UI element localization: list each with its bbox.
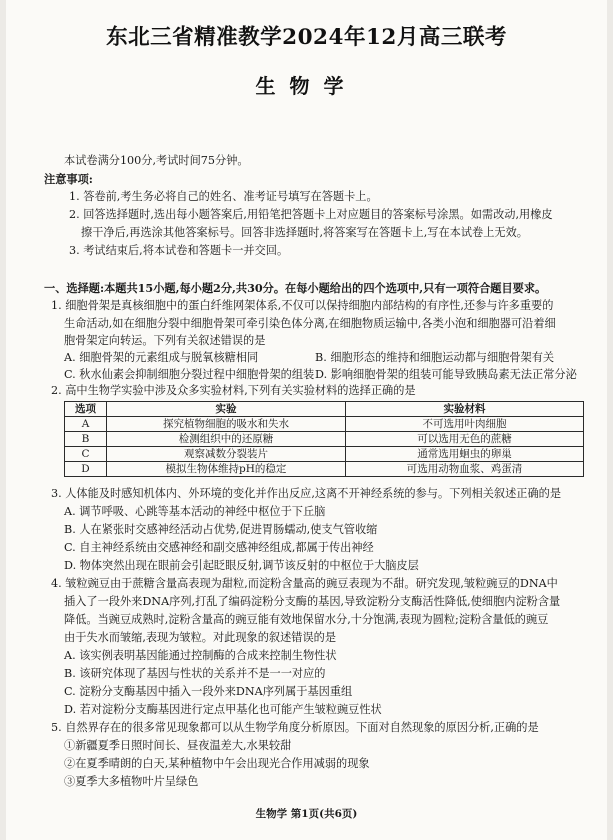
q3-stem: 3. 人体能及时感知机体内、外环境的变化并作出反应,这离不开神经系统的参与。下列相关叙述正确的是 <box>51 487 562 500</box>
exam-intro: 本试卷满分100分,考试时间75分钟。 <box>64 154 249 167</box>
table-cell: 观察减数分裂装片 <box>107 447 346 462</box>
table-cell: 可选用动物血浆、鸡蛋清 <box>346 462 584 477</box>
q5-item: ①新疆夏季日照时间长、昼夜温差大,水果较甜 <box>64 739 292 752</box>
q2-table <box>64 401 584 477</box>
table-cell: C <box>65 447 107 462</box>
q1-option-b: B. 细胞形态的维持和细胞运动都与细胞骨架有关 <box>315 351 555 364</box>
q1-stem-line: 生命活动,如在细胞分裂中细胞骨架可牵引染色体分离,在细胞物质运输中,各类小泡和细胞器可沿着细 <box>64 317 556 330</box>
q1-stem-line: 1. 细胞骨架是真核细胞中的蛋白纤维网架体系,不仅可以保持细胞内部结构的有序性,还参与许多重要的 <box>51 299 554 312</box>
table-header: 实验材料 <box>346 402 584 417</box>
q3-option: D. 物体突然出现在眼前会引起眨眼反射,调节该反射的中枢位于大脑皮层 <box>64 559 419 572</box>
table-cell: 通常选用蛔虫的卵巢 <box>346 447 584 462</box>
table-row <box>65 462 584 477</box>
q4-stem-line: 降低。当豌豆成熟时,淀粉含量高的豌豆能有效地保留水分,十分饱满,表现为圆粒;淀粉含量低的豌豆 <box>64 613 549 626</box>
notice-item: 2. 回答选择题时,选出每小题答案后,用铅笔把答题卡上对应题目的答案标号涂黑。如需改动,用橡皮 <box>69 208 553 221</box>
section-heading-bold: 一、选择题:本题共15小题,每小题2分,共30分。 <box>44 281 286 295</box>
q4-stem-line: 4. 皱粒豌豆由于蔗糖含量高表现为甜粒,而淀粉含量高的豌豆表现为不甜。研究发现,皱粒豌豆的DNA中 <box>51 577 558 590</box>
q4-stem-line: 插入了一段外来DNA序列,打乱了编码淀粉分支酶的基因,导致淀粉分支酶活性降低,使细胞内淀粉含量 <box>64 595 561 608</box>
table-cell: 模拟生物体维持pH的稳定 <box>107 462 346 477</box>
section-heading <box>44 281 546 296</box>
page-footer: 生物学 第1页(共6页) <box>255 808 358 820</box>
table-cell: B <box>65 432 107 447</box>
table-cell: A <box>65 417 107 432</box>
q2-stem: 2. 高中生物学实验中涉及众多实验材料,下列有关实验材料的选择正确的是 <box>51 384 416 397</box>
q5-stem: 5. 自然界存在的很多常见现象都可以从生物学角度分析原因。下面对自然现象的原因分析,正确的是 <box>51 721 539 734</box>
q4-option: A. 该实例表明基因能通过控制酶的合成来控制生物性状 <box>64 649 337 662</box>
table-row <box>65 447 584 462</box>
table-header: 选项 <box>65 402 107 417</box>
table-row <box>65 432 584 447</box>
exam-page <box>6 0 607 840</box>
notice-item: 1. 答卷前,考生务必将自己的姓名、准考证号填写在答题卡上。 <box>69 190 378 203</box>
q3-option: B. 人在紧张时交感神经活动占优势,促进胃肠蠕动,使支气管收缩 <box>64 523 378 536</box>
q4-option: D. 若对淀粉分支酶基因进行定点甲基化也可能产生皱粒豌豆性状 <box>64 703 382 716</box>
section-heading-rest: 在每小题给出的四个选项中,只有一项符合题目要求。 <box>285 281 547 295</box>
table-cell: 探究植物细胞的吸水和失水 <box>107 417 346 432</box>
q3-option: A. 调节呼吸、心跳等基本活动的神经中枢位于下丘脑 <box>64 505 326 518</box>
table-cell: 不可选用叶肉细胞 <box>346 417 584 432</box>
q5-item: ③夏季大多植物叶片呈绿色 <box>64 775 199 788</box>
q5-item: ②在夏季晴朗的白天,某种植物中午会出现光合作用减弱的现象 <box>64 757 370 770</box>
table-header: 实验 <box>107 402 346 417</box>
table-header-row <box>65 402 584 417</box>
notice-heading: 注意事项: <box>44 172 93 186</box>
q1-stem-line: 胞骨架定向转运。下列有关叙述错误的是 <box>64 334 266 347</box>
q3-option: C. 自主神经系统由交感神经和副交感神经组成,都属于传出神经 <box>64 541 374 554</box>
q1-option-a: A. 细胞骨架的元素组成与脱氧核糖相同 <box>64 351 259 364</box>
notice-item: 擦干净后,再选涂其他答案标号。回答非选择题时,将答案写在答题卡上,写在本试卷上无效。 <box>81 226 528 239</box>
table-cell: 检测组织中的还原糖 <box>107 432 346 447</box>
q4-option: C. 淀粉分支酶基因中插入一段外来DNA序列属于基因重组 <box>64 685 353 698</box>
subject-title: 生物学 <box>255 74 358 98</box>
table-cell: D <box>65 462 107 477</box>
q1-option-d: D. 影响细胞骨架的组装可能导致胰岛素无法正常分泌 <box>315 368 577 381</box>
table-cell: 可以选用无色的蔗糖 <box>346 432 584 447</box>
notice-item: 3. 考试结束后,将本试卷和答题卡一并交回。 <box>69 244 289 257</box>
q4-stem-line: 由于失水而皱缩,表现为皱粒。对此现象的叙述错误的是 <box>64 631 337 644</box>
q1-option-c: C. 秋水仙素会抑制细胞分裂过程中细胞骨架的组装 <box>64 368 315 381</box>
q4-option: B. 该研究体现了基因与性状的关系并不是一一对应的 <box>64 667 326 680</box>
exam-title: 东北三省精准教学2024年12月高三联考 <box>106 25 507 50</box>
table-row <box>65 417 584 432</box>
